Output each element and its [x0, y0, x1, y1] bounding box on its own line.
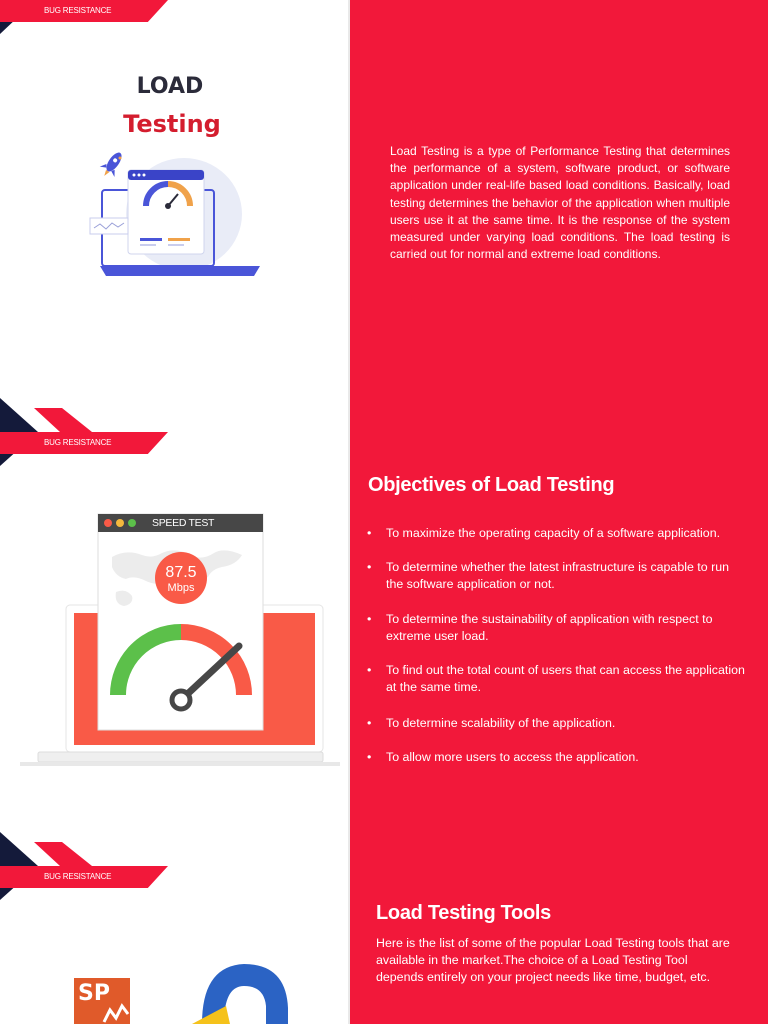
bullet: • — [367, 526, 372, 540]
dashboard-illustration — [86, 152, 266, 292]
page-title-line2: Testing — [123, 110, 221, 138]
blue-arc-logo — [186, 960, 296, 1024]
ribbon-label: BUG RESISTANCE — [44, 872, 112, 881]
speed-test-title: SPEED TEST — [152, 517, 215, 529]
bullet: • — [367, 612, 372, 626]
bullet: • — [367, 560, 372, 574]
objectives-heading: Objectives of Load Testing — [368, 474, 615, 496]
intro-description: Load Testing is a type of Performance Testing that determines the performance of a system, software product, or software application under real-life based load conditions. Basically, load testing determines the behavior of the application when multiple users use it at the same time. It is the response of the system measured under varying load conditions. The load testing is carried out for normal and extreme load conditions. — [390, 144, 730, 262]
ribbon-banner-2 — [0, 398, 172, 468]
speed-unit: Mbps — [167, 582, 195, 594]
panel-divider — [348, 0, 350, 1024]
tools-heading: Load Testing Tools — [376, 902, 551, 924]
tools-description: Here is the list of some of the popular Load Testing tools that are available in the market.The choice of a Load Testing Tool depends entirely on your project needs like time, budget, etc. — [376, 936, 730, 985]
ribbon-label: BUG RESISTANCE — [44, 6, 112, 15]
ribbon-banner-1 — [0, 0, 172, 34]
stormrunner-logo: SP — [74, 978, 130, 1024]
speed-value: 87.5 — [165, 564, 197, 581]
bullet: • — [367, 716, 372, 730]
bullet: • — [367, 663, 372, 677]
ribbon-banner-3 — [0, 832, 172, 902]
bullet: • — [367, 750, 372, 764]
page-title-line1: LOAD — [136, 74, 204, 99]
ribbon-label: BUG RESISTANCE — [44, 438, 112, 447]
speed-test-illustration — [20, 512, 345, 772]
